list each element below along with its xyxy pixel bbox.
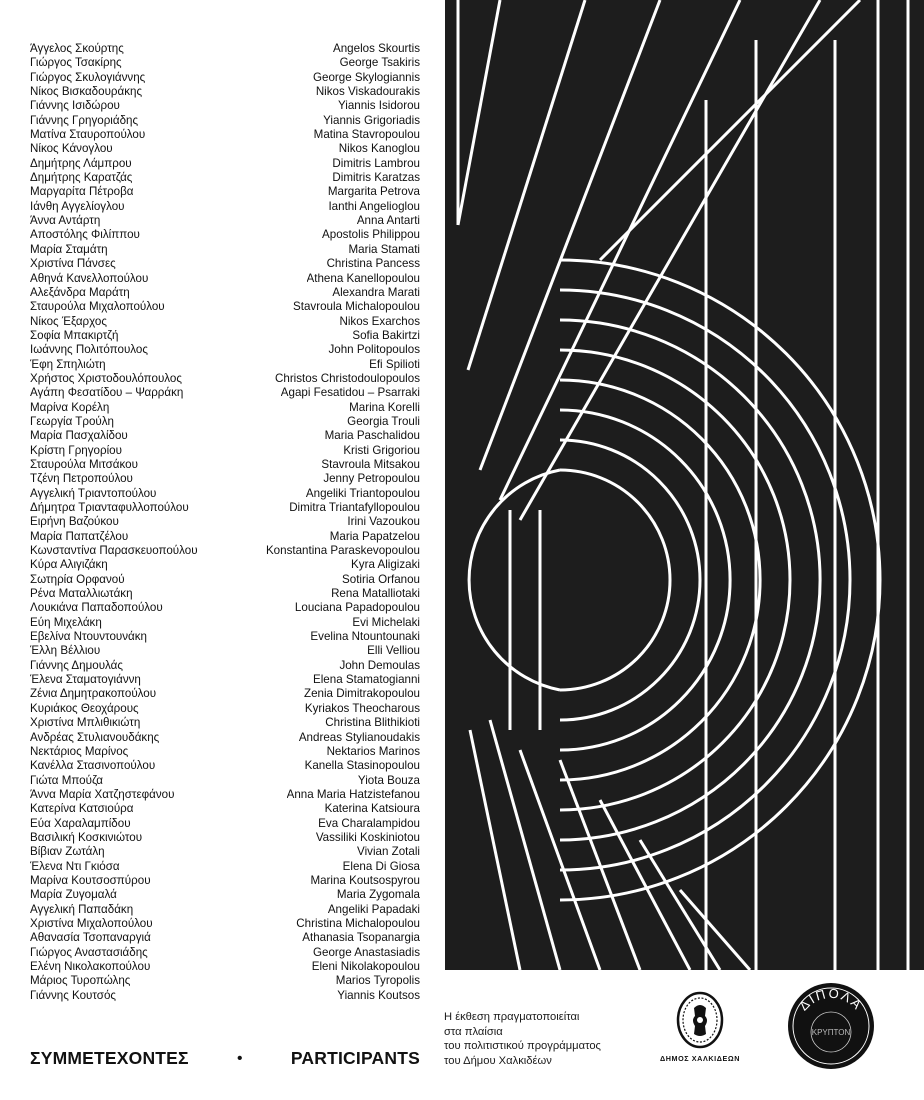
participant-row	[30, 788, 420, 802]
participant-row	[30, 142, 420, 156]
participant-row	[30, 487, 420, 501]
participant-name-english: Yiannis Grigoriadis	[323, 113, 420, 127]
participant-name-english: Evelina Ntountounaki	[310, 630, 420, 644]
participant-row	[30, 458, 420, 472]
participant-row	[30, 544, 420, 558]
municipality-caption: ΔΗΜΟΣ ΧΑΛΚΙΔΕΩΝ	[659, 1054, 741, 1063]
participant-name-english: Eva Charalampidou	[318, 816, 420, 830]
participant-name-greek: Έλενα Σταματογιάννη	[30, 673, 141, 687]
participant-name-english: Efi Spilioti	[369, 357, 420, 371]
participant-name-english: Dimitris Karatzas	[332, 171, 420, 185]
participant-name-greek: Μαρία Πασχαλίδου	[30, 429, 128, 443]
participant-name-greek: Εύα Χαραλαμπίδου	[30, 816, 131, 830]
participant-name-english: Christina Michalopoulou	[296, 916, 420, 930]
participant-name-greek: Μαρία Ζυγομαλά	[30, 888, 117, 902]
participant-name-english: Christos Christodoulopoulos	[275, 371, 420, 385]
dipola-subtitle: ΚΡΥΠΤΟΝ	[811, 1028, 851, 1037]
participant-row	[30, 358, 420, 372]
participant-name-english: Maria Zygomala	[336, 888, 420, 902]
participant-name-english: Dimitra Triantafyllopoulou	[289, 501, 420, 514]
participant-name-english: Christina Blithikioti	[325, 716, 420, 730]
heading-separator: •	[237, 1049, 243, 1067]
participant-name-greek: Αθηνά Κανελλοπούλου	[30, 271, 149, 285]
participant-name-english: Matina Stavropoulou	[313, 128, 420, 142]
participant-row	[30, 774, 420, 788]
participant-name-english: Yiota Bouza	[357, 773, 420, 787]
participant-name-greek: Γιάννης Γρηγοριάδης	[30, 113, 139, 127]
participant-row	[30, 687, 420, 701]
participant-name-english: Angeliki Papadaki	[327, 902, 420, 916]
participant-row	[30, 874, 420, 888]
participant-name-greek: Αποστόλης Φιλίππου	[30, 228, 140, 242]
participants-heading	[30, 1044, 420, 1072]
participant-name-greek: Χριστίνα Μιχαλοπούλου	[30, 916, 153, 930]
municipality-logo	[655, 990, 745, 1070]
participant-row	[30, 243, 420, 257]
participant-row	[30, 860, 420, 874]
participant-row	[30, 831, 420, 845]
participant-name-greek: Ρένα Ματαλλιωτάκη	[30, 587, 133, 601]
participant-name-greek: Δημήτρης Λάμπρου	[30, 156, 132, 170]
participant-name-english: George Anastasiadis	[313, 945, 420, 959]
participant-name-greek: Ζένια Δημητρακοπούλου	[30, 687, 157, 701]
participant-name-greek: Γιάννης Κουτσός	[30, 988, 117, 1002]
participant-name-english: Eleni Nikolakopoulou	[311, 960, 420, 973]
participant-name-english: Alexandra Marati	[332, 285, 420, 299]
participant-name-greek: Κυριάκος Θεοχάρους	[30, 701, 139, 715]
participant-name-english: Dimitris Lambrou	[332, 156, 420, 170]
participant-name-greek: Ελένη Νικολακοπούλου	[30, 960, 151, 973]
participant-row	[30, 343, 420, 357]
participant-row	[30, 472, 420, 486]
participant-row	[30, 200, 420, 214]
participant-row	[30, 228, 420, 242]
participant-row	[30, 931, 420, 945]
participant-row	[30, 42, 420, 56]
municipality-emblem-icon	[672, 990, 728, 1050]
heading-english: PARTICIPANTS	[290, 1047, 420, 1068]
participant-row	[30, 960, 420, 974]
participant-name-greek: Κωνσταντίνα Παρασκευοπούλου	[30, 544, 198, 558]
participant-row	[30, 616, 420, 630]
participant-name-greek: Μαρίνα Κορέλη	[30, 400, 110, 414]
participant-name-greek: Αγγελική Τριαντοπούλου	[30, 486, 157, 500]
participant-name-english: Anna Antarti	[356, 214, 420, 228]
participant-name-english: Angeliki Triantopoulou	[305, 486, 420, 500]
participant-row	[30, 300, 420, 314]
participant-name-english: George Skylogiannis	[313, 70, 420, 84]
participant-name-greek: Μαρίνα Κουτσοσπύρου	[30, 873, 151, 887]
participant-name-english: Stavroula Mitsakou	[321, 457, 420, 471]
participant-name-english: Maria Papatzelou	[329, 529, 420, 543]
participant-row	[30, 329, 420, 343]
participant-row	[30, 185, 420, 199]
participant-name-english: Yiannis Koutsos	[337, 988, 420, 1002]
participant-name-english: Kristi Grigoriou	[343, 443, 420, 457]
participant-name-greek: Χριστίνα Μπλιθικιώτη	[30, 716, 141, 730]
artwork-panel	[445, 0, 924, 970]
participant-name-greek: Εύη Μιχελάκη	[30, 615, 102, 629]
participant-name-greek: Γιάννης Δημουλάς	[30, 658, 123, 672]
participant-name-english: Kanella Stasinopoulou	[304, 759, 420, 773]
participant-name-english: Christina Pancess	[326, 257, 420, 271]
participant-name-greek: Άννα Μαρία Χατζηστεφάνου	[30, 787, 175, 801]
participant-name-greek: Ιωάννης Πολιτόπουλος	[30, 343, 148, 357]
participant-name-english: Yiannis Isidorou	[337, 99, 420, 113]
participant-row	[30, 530, 420, 544]
participant-name-greek: Γιάννης Ισιδώρου	[30, 99, 120, 113]
participant-row	[30, 257, 420, 271]
participant-row	[30, 917, 420, 931]
participant-row	[30, 286, 420, 300]
participant-row	[30, 587, 420, 601]
participant-name-greek: Βασιλική Κοσκινιώτου	[30, 830, 143, 844]
participant-row	[30, 71, 420, 85]
participant-row	[30, 630, 420, 644]
participant-name-english: Athena Kanellopoulou	[306, 271, 420, 285]
participant-row	[30, 558, 420, 572]
participant-name-greek: Γιώργος Τσακίρης	[30, 56, 122, 70]
participant-name-greek: Νίκος Κάνογλου	[30, 142, 113, 156]
exhibition-note-line: του Δήμου Χαλκιδέων	[444, 1054, 552, 1067]
participant-name-greek: Τζένη Πετροπούλου	[30, 472, 133, 486]
participant-row	[30, 157, 420, 171]
participant-row	[30, 673, 420, 687]
participant-row	[30, 845, 420, 859]
participant-name-english: Evi Michelaki	[352, 615, 420, 629]
participant-row	[30, 315, 420, 329]
participant-name-greek: Αλεξάνδρα Μαράτη	[30, 285, 130, 299]
participant-row	[30, 644, 420, 658]
participant-name-greek: Έλλη Βέλλιου	[30, 644, 101, 658]
participant-name-greek: Νίκος Βισκαδουράκης	[30, 85, 143, 99]
participant-name-greek: Λουκιάνα Παπαδοπούλου	[30, 601, 163, 615]
participant-name-english: John Demoulas	[339, 658, 420, 672]
participant-row	[30, 114, 420, 128]
participant-name-english: Irini Vazoukou	[347, 515, 420, 529]
participant-name-english: Andreas Stylianoudakis	[298, 730, 420, 744]
participant-name-greek: Νεκτάριος Μαρίνος	[30, 744, 129, 758]
participant-name-english: John Politopoulos	[328, 343, 420, 357]
participant-row	[30, 515, 420, 529]
participant-name-english: Louciana Papadopoulou	[294, 601, 420, 615]
participant-name-greek: Ματίνα Σταυροπούλου	[30, 128, 146, 142]
participant-name-greek: Ιάνθη Αγγελίογλου	[30, 199, 125, 213]
participant-name-english: Marina Korelli	[349, 400, 420, 414]
participant-name-greek: Γιώργος Αναστασιάδης	[30, 945, 148, 959]
participant-name-english: Sotiria Orfanou	[342, 572, 420, 586]
exhibition-note	[444, 1010, 664, 1068]
participant-name-greek: Κρίστη Γρηγορίου	[30, 443, 122, 457]
participant-row	[30, 372, 420, 386]
participant-row	[30, 272, 420, 286]
participant-name-english: Katerina Katsioura	[324, 802, 420, 816]
participant-name-greek: Ειρήνη Βαζούκου	[30, 515, 119, 529]
participant-row	[30, 817, 420, 831]
participant-row	[30, 99, 420, 113]
participant-name-greek: Σταυρούλα Μιχαλοπούλου	[30, 300, 165, 314]
participant-name-english: Apostolis Philippou	[322, 228, 420, 242]
exhibition-note-line: στα πλαίσια	[444, 1025, 503, 1038]
participant-name-greek: Χρήστος Χριστοδουλόπουλος	[30, 371, 182, 385]
participant-name-english: Kyra Aligizaki	[351, 558, 420, 572]
participant-row	[30, 659, 420, 673]
participant-name-greek: Δήμητρα Τριανταφυλλοπούλου	[30, 501, 189, 514]
participant-name-greek: Σωτηρία Ορφανού	[30, 572, 125, 586]
participant-name-greek: Σταυρούλα Μιτσάκου	[30, 457, 138, 471]
participant-name-english: Maria Paschalidou	[324, 429, 420, 443]
participant-row	[30, 702, 420, 716]
participant-row	[30, 601, 420, 615]
participant-name-english: Marina Koutsospyrou	[310, 873, 420, 887]
participant-name-english: Rena Matalliotaki	[331, 587, 420, 601]
dipola-logo	[785, 980, 877, 1072]
participant-name-english: Nikos Viskadourakis	[315, 85, 420, 99]
dipola-emblem-icon	[785, 980, 877, 1072]
participant-name-english: Anna Maria Hatzistefanou	[286, 787, 420, 801]
participant-name-greek: Ανδρέας Στυλιανουδάκης	[30, 730, 160, 744]
participant-row	[30, 888, 420, 902]
participant-name-english: Stavroula Michalopoulou	[293, 300, 420, 314]
participant-name-english: Vassiliki Koskiniotou	[315, 830, 420, 844]
participant-row	[30, 745, 420, 759]
participant-name-english: Jenny Petropoulou	[323, 472, 420, 486]
participant-name-greek: Μάριος Τυροπώλης	[30, 974, 131, 988]
participant-name-greek: Μαρία Παπατζέλου	[30, 529, 129, 543]
participant-name-greek: Δημήτρης Καρατζάς	[30, 171, 133, 185]
participants-list	[30, 42, 420, 1003]
participant-row	[30, 501, 420, 515]
dipola-name: ΔΙΠΟΛΑ	[796, 985, 866, 1014]
participant-name-english: Marios Tyropolis	[335, 974, 420, 988]
participant-name-greek: Αγάπη Φεσατίδου – Ψαρράκη	[30, 386, 184, 400]
participant-name-greek: Έλενα Ντι Γκιόσα	[30, 859, 120, 873]
participant-name-greek: Κύρα Αλιγιζάκη	[30, 558, 108, 572]
participant-row	[30, 415, 420, 429]
participant-name-greek: Γιώτα Μπούζα	[30, 773, 104, 787]
participant-name-greek: Έφη Σπηλιώτη	[30, 357, 106, 371]
participant-name-english: Sofia Bakirtzi	[352, 328, 420, 342]
participant-name-greek: Αγγελική Παπαδάκη	[30, 902, 134, 916]
participant-name-english: Konstantina Paraskevopoulou	[265, 544, 420, 558]
participant-name-english: Vivian Zotali	[357, 845, 420, 859]
exhibition-note-line: του πολιτιστικού προγράμματος	[444, 1040, 601, 1052]
participant-name-english: Margarita Petrova	[327, 185, 420, 199]
participant-name-greek: Αθανασία Τσοπαναργιά	[30, 931, 151, 945]
participant-name-greek: Βίβιαν Ζωτάλη	[30, 845, 105, 859]
participant-row	[30, 759, 420, 773]
participant-name-english: Elena Di Giosa	[342, 859, 420, 873]
participant-name-english: Angelos Skourtis	[333, 42, 420, 55]
participant-name-greek: Γιώργος Σκυλογιάννης	[30, 70, 146, 84]
participant-name-english: Zenia Dimitrakopoulou	[304, 687, 420, 701]
participant-row	[30, 903, 420, 917]
participant-name-english: Agapi Fesatidou – Psarraki	[280, 386, 420, 400]
participant-row	[30, 716, 420, 730]
participant-row	[30, 573, 420, 587]
participant-name-english: Kyriakos Theocharous	[304, 701, 420, 715]
participant-name-english: Maria Stamati	[348, 242, 420, 256]
participant-row	[30, 974, 420, 988]
participant-name-english: George Tsakiris	[339, 56, 420, 70]
participant-name-english: Ianthi Angelioglou	[328, 199, 420, 213]
participant-name-greek: Νίκος Έξαρχος	[30, 314, 107, 328]
participant-name-greek: Άγγελος Σκούρτης	[30, 42, 124, 55]
participant-row	[30, 85, 420, 99]
participant-row	[30, 802, 420, 816]
participant-row	[30, 386, 420, 400]
participant-row	[30, 989, 420, 1003]
participant-name-greek: Γεωργία Τρούλη	[30, 414, 114, 428]
participant-row	[30, 946, 420, 960]
participant-name-greek: Σοφία Μπακιρτζή	[30, 328, 119, 342]
participant-name-english: Elena Stamatogianni	[313, 673, 420, 687]
participant-name-greek: Χριστίνα Πάνσες	[30, 257, 116, 271]
participant-name-greek: Κανέλλα Στασινοπούλου	[30, 759, 156, 773]
line-artwork	[445, 0, 924, 970]
participant-row	[30, 214, 420, 228]
participant-name-greek: Μαρία Σταμάτη	[30, 242, 108, 256]
participant-name-english: Nikos Kanoglou	[338, 142, 420, 156]
participant-name-english: Nikos Exarchos	[339, 314, 420, 328]
participant-name-english: Georgia Trouli	[347, 414, 420, 428]
participant-row	[30, 171, 420, 185]
participant-row	[30, 444, 420, 458]
participant-name-english: Elli Velliou	[367, 644, 420, 658]
participant-row	[30, 429, 420, 443]
heading-greek: ΣΥΜΜΕΤΕΧΟΝΤΕΣ	[30, 1047, 189, 1068]
participant-name-english: Athanasia Tsopanargia	[302, 931, 420, 945]
participant-name-greek: Εβελίνα Ντουντουνάκη	[30, 630, 147, 644]
participant-name-greek: Κατερίνα Κατσιούρα	[30, 802, 134, 816]
participant-row	[30, 128, 420, 142]
exhibition-note-line: Η έκθεση πραγματοποιείται	[444, 1011, 580, 1023]
participant-row	[30, 731, 420, 745]
participant-name-english: Nektarios Marinos	[326, 744, 420, 758]
participant-row	[30, 56, 420, 70]
participant-name-greek: Άννα Αντάρτη	[30, 214, 101, 228]
participant-row	[30, 401, 420, 415]
participant-name-greek: Μαργαρίτα Πέτροβα	[30, 185, 134, 199]
